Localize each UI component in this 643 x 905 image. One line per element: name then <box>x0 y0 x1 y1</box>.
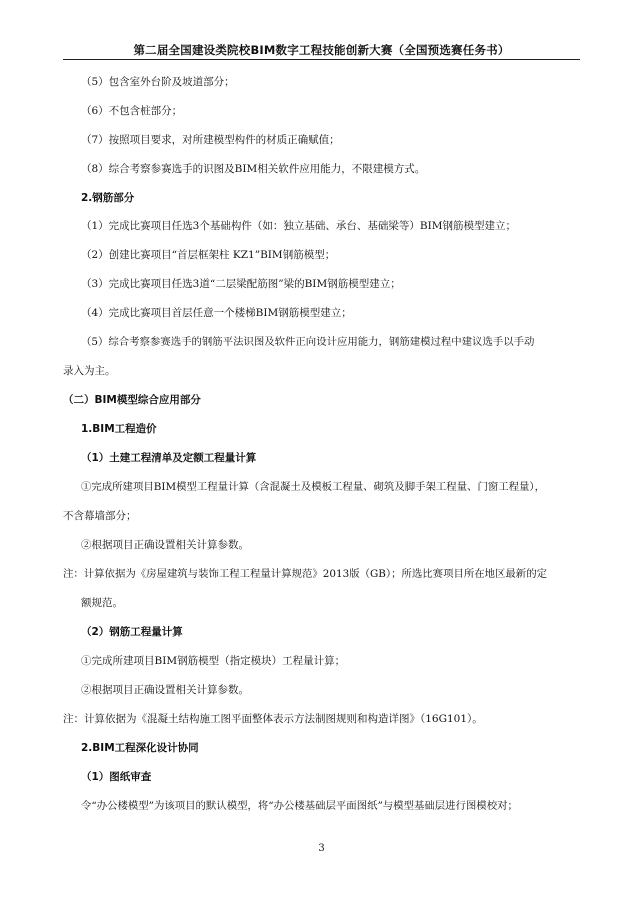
text-line: （4）完成比赛项目首层任意一个楼梯BIM钢筋模型建立； <box>81 307 352 319</box>
text-line: ②根据项目正确设置相关计算参数。 <box>81 539 249 551</box>
text-line: ①完成所建项目BIM钢筋模型（指定模块）工程量计算； <box>81 655 346 667</box>
subsection-heading: 1.BIM工程造价 <box>81 423 157 435</box>
text-line: 令“办公楼模型”为该项目的默认模型，将“办公楼基础层平面图纸”与模型基础层进行图模校对； <box>81 800 518 812</box>
text-line: ②根据项目正确设置相关计算参数。 <box>81 684 249 696</box>
text-line: （7）按照项目要求，对所建模型构件的材质正确赋值； <box>81 134 340 146</box>
note-line: 注：计算依据为《混凝土结构施工图平面整体表示方法制图规则和构造详图》（16G101）。 <box>63 713 483 725</box>
text-line: （5）综合考察参赛选手的钢筋平法识图及软件正向设计应用能力，钢筋建模过程中建议选手以手动 <box>81 336 535 348</box>
text-line: （3）完成比赛项目任选3道“二层梁配筋图”梁的BIM钢筋模型建立； <box>81 278 401 290</box>
note-line: 额规范。 <box>81 597 123 609</box>
page-number: 3 <box>318 843 325 854</box>
section-heading: （二）BIM模型综合应用部分 <box>63 394 201 406</box>
text-line: （2）创建比赛项目“首层框架柱 KZ1”BIM钢筋模型； <box>81 249 336 261</box>
subsection-heading: 2.BIM工程深化设计协同 <box>81 742 199 754</box>
subsection-heading: （1）图纸审查 <box>81 771 152 783</box>
note-line: 注：计算依据为《房屋建筑与装饰工程工程量计算规范》2013版（GB）；所选比赛项目所在地区最新的定 <box>63 568 547 580</box>
text-line: ①完成所建项目BIM模型工程量计算（含混凝土及模板工程量、砌筑及脚手架工程量、门窗工程量）， <box>81 481 545 493</box>
text-line: （5）包含室外台阶及坡道部分； <box>81 76 235 88</box>
text-line: 录入为主。 <box>63 365 116 377</box>
page-header-title: 第二届全国建设类院校BIM数字工程技能创新大赛（全国预选赛任务书） <box>133 43 510 57</box>
text-line: （8）综合考察参赛选手的识图及BIM相关软件应用能力，不限建模方式。 <box>81 163 426 175</box>
subsection-heading: （2）钢筋工程量计算 <box>81 626 183 638</box>
subsection-heading: （1）土建工程清单及定额工程量计算 <box>81 452 257 464</box>
text-line: （6）不包含桩部分； <box>81 105 183 117</box>
text-line: 不含幕墙部分； <box>63 510 137 522</box>
text-line: （1）完成比赛项目任选3个基础构件（如：独立基础、承台、基础梁等）BIM钢筋模型建立； <box>81 220 516 232</box>
section-heading: 2.钢筋部分 <box>81 192 135 204</box>
header-rule <box>63 59 580 60</box>
